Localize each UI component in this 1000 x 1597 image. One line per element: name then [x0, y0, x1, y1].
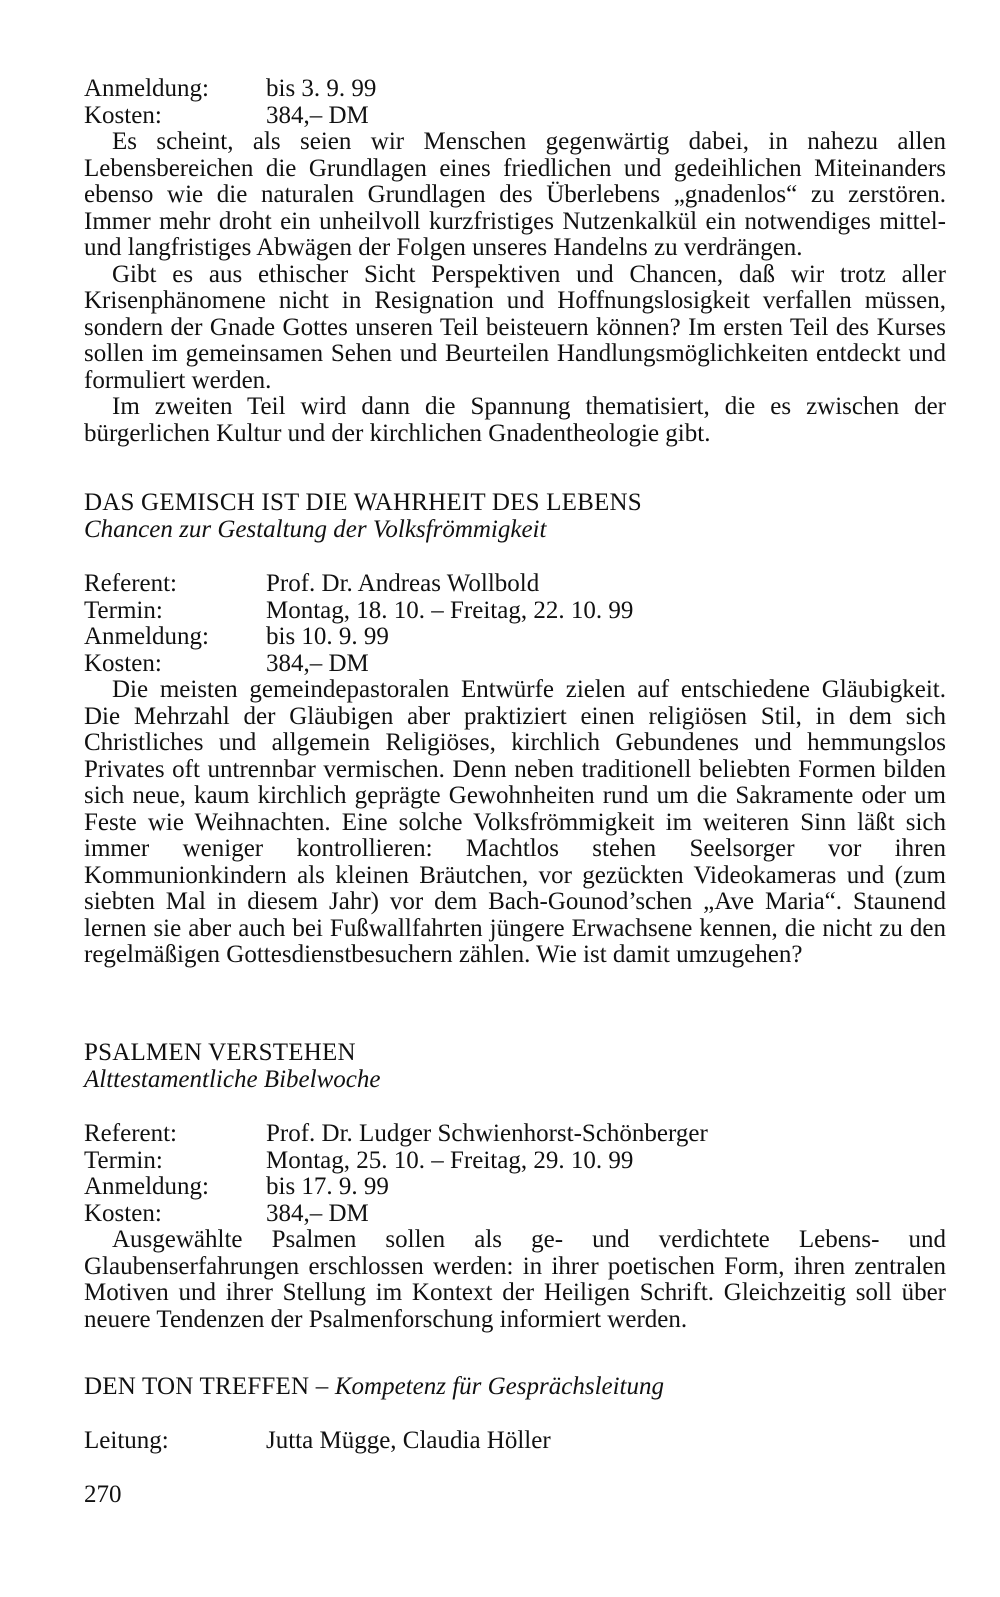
detail-label: Anmeldung: [84, 75, 209, 102]
detail-value: 384,– DM [266, 101, 369, 129]
detail-value: Montag, 18. 10. – Freitag, 22. 10. 99 [266, 596, 634, 624]
course-title: DEN TON TREFFEN – [84, 1373, 335, 1400]
page-number: 270 [84, 1481, 122, 1508]
detail-value: Jutta Mügge, Claudia Höller [266, 1427, 551, 1454]
detail-row-referent [84, 1121, 946, 1148]
detail-value: Prof. Dr. Ludger Schwienhorst-Schönberger [266, 1120, 708, 1147]
detail-value: 384,– DM [266, 649, 369, 677]
detail-value: Montag, 25. 10. – Freitag, 29. 10. 99 [266, 1146, 634, 1174]
detail-label: Kosten: [84, 101, 162, 129]
course-subtitle: Chancen zur Gestaltung der Volksfrömmigkeit [84, 515, 547, 543]
detail-label: Termin: [84, 1146, 163, 1174]
detail-value: bis 10. 9. 99 [266, 623, 389, 650]
detail-label: Kosten: [84, 649, 162, 677]
course-details-2 [84, 571, 946, 969]
course-details-3 [84, 1121, 946, 1333]
detail-label: Termin: [84, 596, 163, 624]
course-heading-line [84, 1374, 946, 1401]
body-paragraph: Gibt es aus ethischer Sicht Perspektiven und Chancen, daß wir trotz aller Krisenphänomene nicht in Resignation und Hoffnungslosigkeit verfallen müssen, sondern der Gnade Gottes unseren Teil beisteuern können? Im ersten Teil des Kurses sollen im gemeinsamen Sehen und Beurteilen Handlungsmöglichkeiten entdeckt und formuliert werden. [84, 260, 946, 394]
body-paragraph: Es scheint, als seien wir Menschen gegenwärtig dabei, in nahezu allen Lebensbereichen die Grundlagen eines friedlichen und gedeihlichen Miteinanders ebenso wie die naturalen Grundlagen des Überlebens „gnadenlos“ zu zerstören. Immer mehr droht ein unheilvoll kurzfristiges Nutzenkalkül ein notwendiges mittel- und langfristiges Abwägen der Folgen unseres Handelns zu verdrängen. [84, 128, 946, 261]
detail-row-referent [84, 571, 946, 598]
body-paragraph: Im zweiten Teil wird dann die Spannung thematisiert, die es zwischen der bürgerlichen Kultur und der kirchlichen Gnadentheologie gibt. [84, 393, 946, 447]
detail-row-anmeldung [84, 76, 946, 103]
detail-row-anmeldung [84, 624, 946, 651]
detail-label: Kosten: [84, 1199, 162, 1227]
detail-value: Prof. Dr. Andreas Wollbold [266, 570, 540, 597]
course-subtitle: Kompetenz für Gesprächsleitung [334, 1373, 664, 1400]
detail-row-kosten [84, 103, 946, 130]
detail-label: Referent: [84, 1120, 178, 1147]
course-title: DAS GEMISCH IST DIE WAHRHEIT DES LEBENS [84, 489, 642, 516]
course-title: PSALMEN VERSTEHEN [84, 1039, 356, 1066]
body-paragraph: Ausgewählte Psalmen sollen als ge- und verdichtete Lebens- und Glaubenserfahrungen erschlossen werden: in ihrer poetischen Form, ihren zentralen Motiven und ihrer Stellung im Kontext der Heiligen Schrift. Gleichzeitig soll über neuere Tendenzen der Psalmenforschung informiert werden. [84, 1226, 946, 1333]
detail-label: Anmeldung: [84, 623, 209, 650]
detail-value: 384,– DM [266, 1199, 369, 1227]
course-section-1 [84, 76, 946, 447]
detail-label: Anmeldung: [84, 1173, 209, 1200]
detail-row-kosten [84, 651, 946, 678]
body-paragraph: Die meisten gemeindepastoralen Entwürfe zielen auf entschiedene Gläubigkeit. Die Mehrzahl der Gläubigen aber praktiziert einen religiösen Stil, in dem sich Christliches und allgemein Religiöses, kirchlich Gebundenes und hemmungslos Privates oft untrennbar vermischen. Denn neben traditionell beliebten Formen bilden sich neue, kaum kirchlich geprägte Gewohnheiten rund um die Sakramente oder um Feste wie Weihnachten. Eine solche Volksfrömmigkeit im weiteren Sinn läßt sich immer weniger kontrollieren: Machtlos stehen Seelsorger vor ihren Kommunionkindern als kleinen Bräutchen, vor gezückten Videokameras und (zum siebten Mal in diesem Jahr) vor dem Bach-Gounod’schen „Ave Maria“. Staunend lernen sie aber auch bei Fußwallfahrten jüngere Erwachsene kennen, die nicht zu den regelmäßigen Gottesdienstbesuchern zählen. Wie ist damit umzugehen? [84, 676, 946, 968]
detail-row-anmeldung [84, 1174, 946, 1201]
detail-value: bis 17. 9. 99 [266, 1173, 389, 1200]
course-section-4 [84, 1374, 946, 1401]
detail-row-leitung [84, 1428, 946, 1455]
detail-label: Referent: [84, 570, 178, 597]
detail-row-termin [84, 598, 946, 625]
course-details-4 [84, 1428, 946, 1455]
course-subtitle: Alttestamentliche Bibelwoche [84, 1065, 381, 1093]
detail-label: Leitung: [84, 1427, 169, 1454]
detail-row-termin [84, 1148, 946, 1175]
course-section-2 [84, 490, 946, 543]
detail-row-kosten [84, 1201, 946, 1228]
course-section-3 [84, 1040, 946, 1093]
detail-value: bis 3. 9. 99 [266, 75, 377, 102]
